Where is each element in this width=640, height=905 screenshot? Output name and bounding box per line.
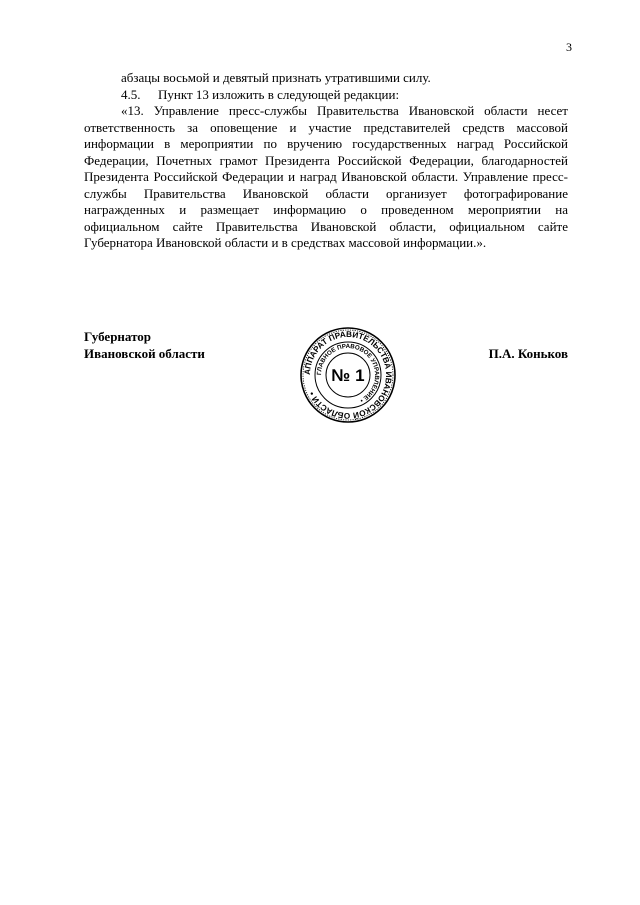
signatory-title — [84, 328, 205, 362]
signatory-title-line-1: Губернатор — [84, 329, 152, 344]
seal-outer-text: АППАРАТ ПРАВИТЕЛЬСТВА ИВАНОВСКОЙ ОБЛАСТИ • — [302, 329, 394, 421]
item-number: 4.5. — [121, 86, 141, 102]
seal-inner-text: ГЛАВНОЕ ПРАВОВОЕ УПРАВЛЕНИЕ • — [315, 342, 381, 404]
official-seal — [298, 325, 398, 425]
paragraph-item-4-5 — [84, 87, 568, 104]
item-text: Пункт 13 изложить в следующей редакции: — [158, 86, 400, 102]
seal-number: № 1 — [331, 366, 365, 385]
paragraph-point-13: «13. Управление пресс-службы Правительства Ивановской области несет ответственность за оповещение и участие представителей средств массовой информации в мероприятии по вручению государственных наград Российской Федерации, Почетных грамот Президента Российской Федерации, благодарностей Президента Российской Федерации и наград Ивановской области. Управление пресс-службы Правительства Ивановской области организует фотографирование награжденных и размещает информацию о проведенном мероприятии на официальном сайте Правительства Ивановской области, официальном сайте Губернатора Ивановской области и в средствах массовой информации.». — [84, 103, 568, 250]
seal-graphic — [298, 325, 398, 425]
signatory-name: П.А. Коньков — [488, 346, 568, 361]
document-body — [84, 70, 568, 252]
signatory-title-line-2: Ивановской области — [84, 346, 205, 361]
page-number: 3 — [566, 40, 572, 54]
paragraph-line-1: абзацы восьмой и девятый признать утратившими силу. — [121, 70, 431, 85]
signature-block — [84, 325, 568, 425]
